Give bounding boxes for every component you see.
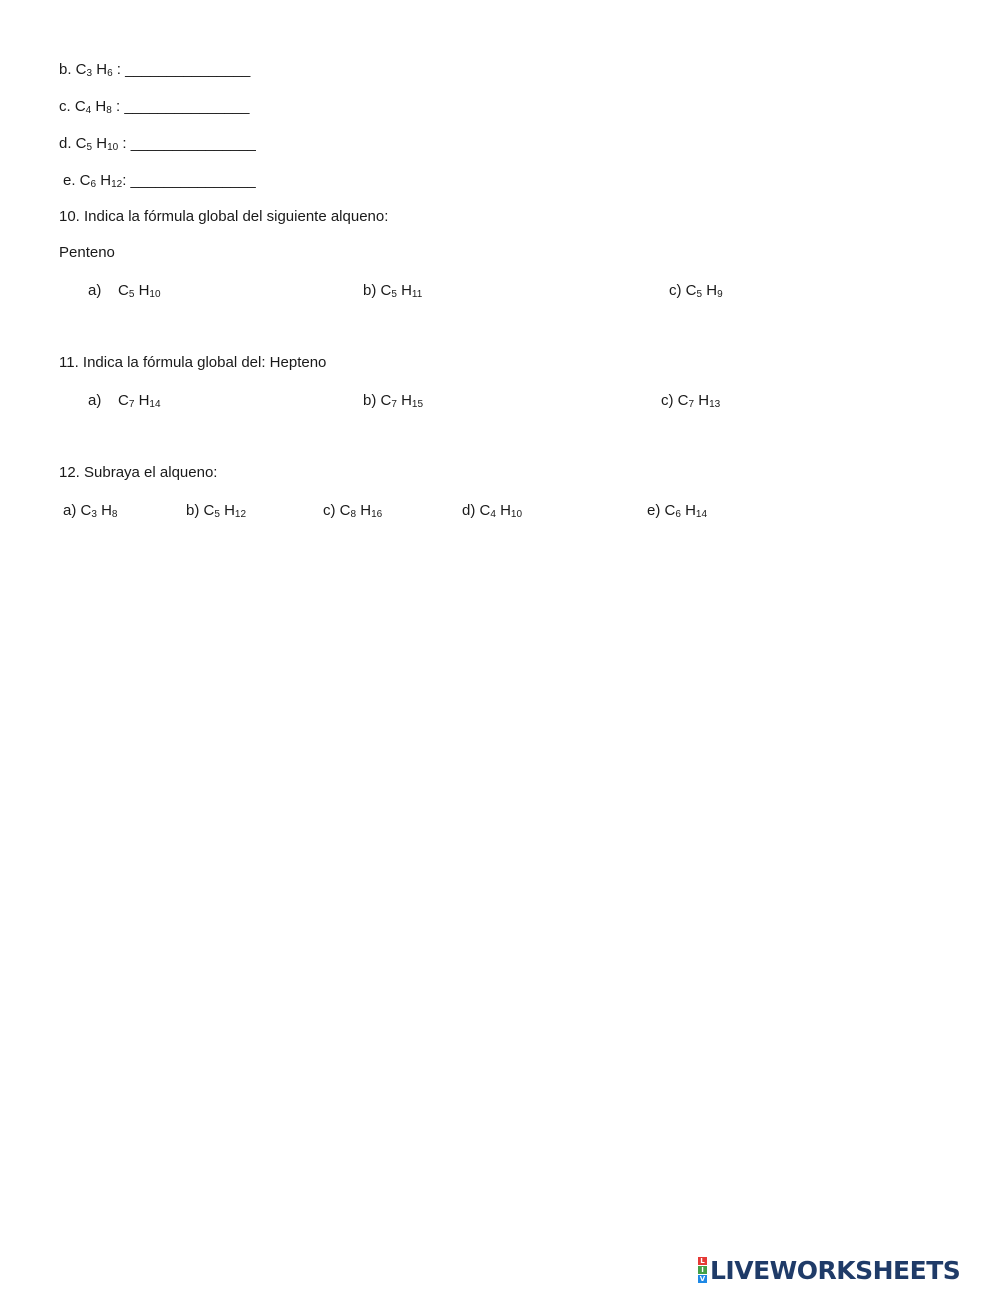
logo-text: LIVEWORKSHEETS — [710, 1255, 961, 1285]
q12-option-a[interactable]: a) $C_3$ $H_8$ — [63, 502, 118, 520]
logo-mark-icon — [698, 1257, 707, 1283]
question-12: 12. Subraya el alqueno: — [59, 464, 218, 481]
question-10: 10. Indica la fórmula global del siguiente alqueno: — [59, 208, 389, 225]
fill-line-d: d. $C_5$ $H_{10}$ : _______________ — [59, 135, 256, 153]
logo-mark-letter: L — [698, 1257, 707, 1265]
fill-line-c: c. $C_4$ $H_8$ : _______________ — [59, 98, 250, 116]
q12-option-e[interactable]: e) $C_6$ $H_{14}$ — [647, 502, 708, 520]
q10-option-a[interactable]: a) $C_5$ $H_{10}$ — [88, 282, 161, 300]
answer-blank[interactable]: _______________ — [125, 61, 251, 78]
logo-mark-letter: I — [698, 1266, 707, 1274]
liveworksheets-logo — [698, 1255, 960, 1285]
compound-name: Penteno — [59, 244, 115, 261]
q12-option-d[interactable]: d) $C_4$ $H_{10}$ — [462, 502, 523, 520]
logo-mark-letter: V — [699, 1275, 706, 1283]
q12-option-b[interactable]: b) $C_5$ $H_{12}$ — [186, 502, 247, 520]
q10-option-b[interactable]: b) $C_5$ $H_{11}$ — [363, 282, 423, 300]
question-11: 11. Indica la fórmula global del: Hepteno — [59, 354, 327, 371]
q11-option-c[interactable]: c) $C_7$ $H_{13}$ — [661, 392, 721, 410]
q12-option-c[interactable]: c) $C_8$ $H_{16}$ — [323, 502, 383, 520]
q11-option-b[interactable]: b) $C_7$ $H_{15}$ — [363, 392, 424, 410]
answer-blank[interactable]: _______________ — [124, 98, 250, 115]
answer-blank[interactable]: _______________ — [130, 172, 256, 189]
answer-blank[interactable]: _______________ — [130, 135, 256, 152]
q10-option-c[interactable]: c) $C_5$ $H_9$ — [669, 282, 723, 300]
fill-line-b: b. $C_3$ $H_6$ : _______________ — [59, 61, 251, 79]
fill-line-e: e. $C_6$ $H_{12}$: _______________ — [63, 172, 256, 190]
q11-option-a[interactable]: a) $C_7$ $H_{14}$ — [88, 392, 161, 410]
